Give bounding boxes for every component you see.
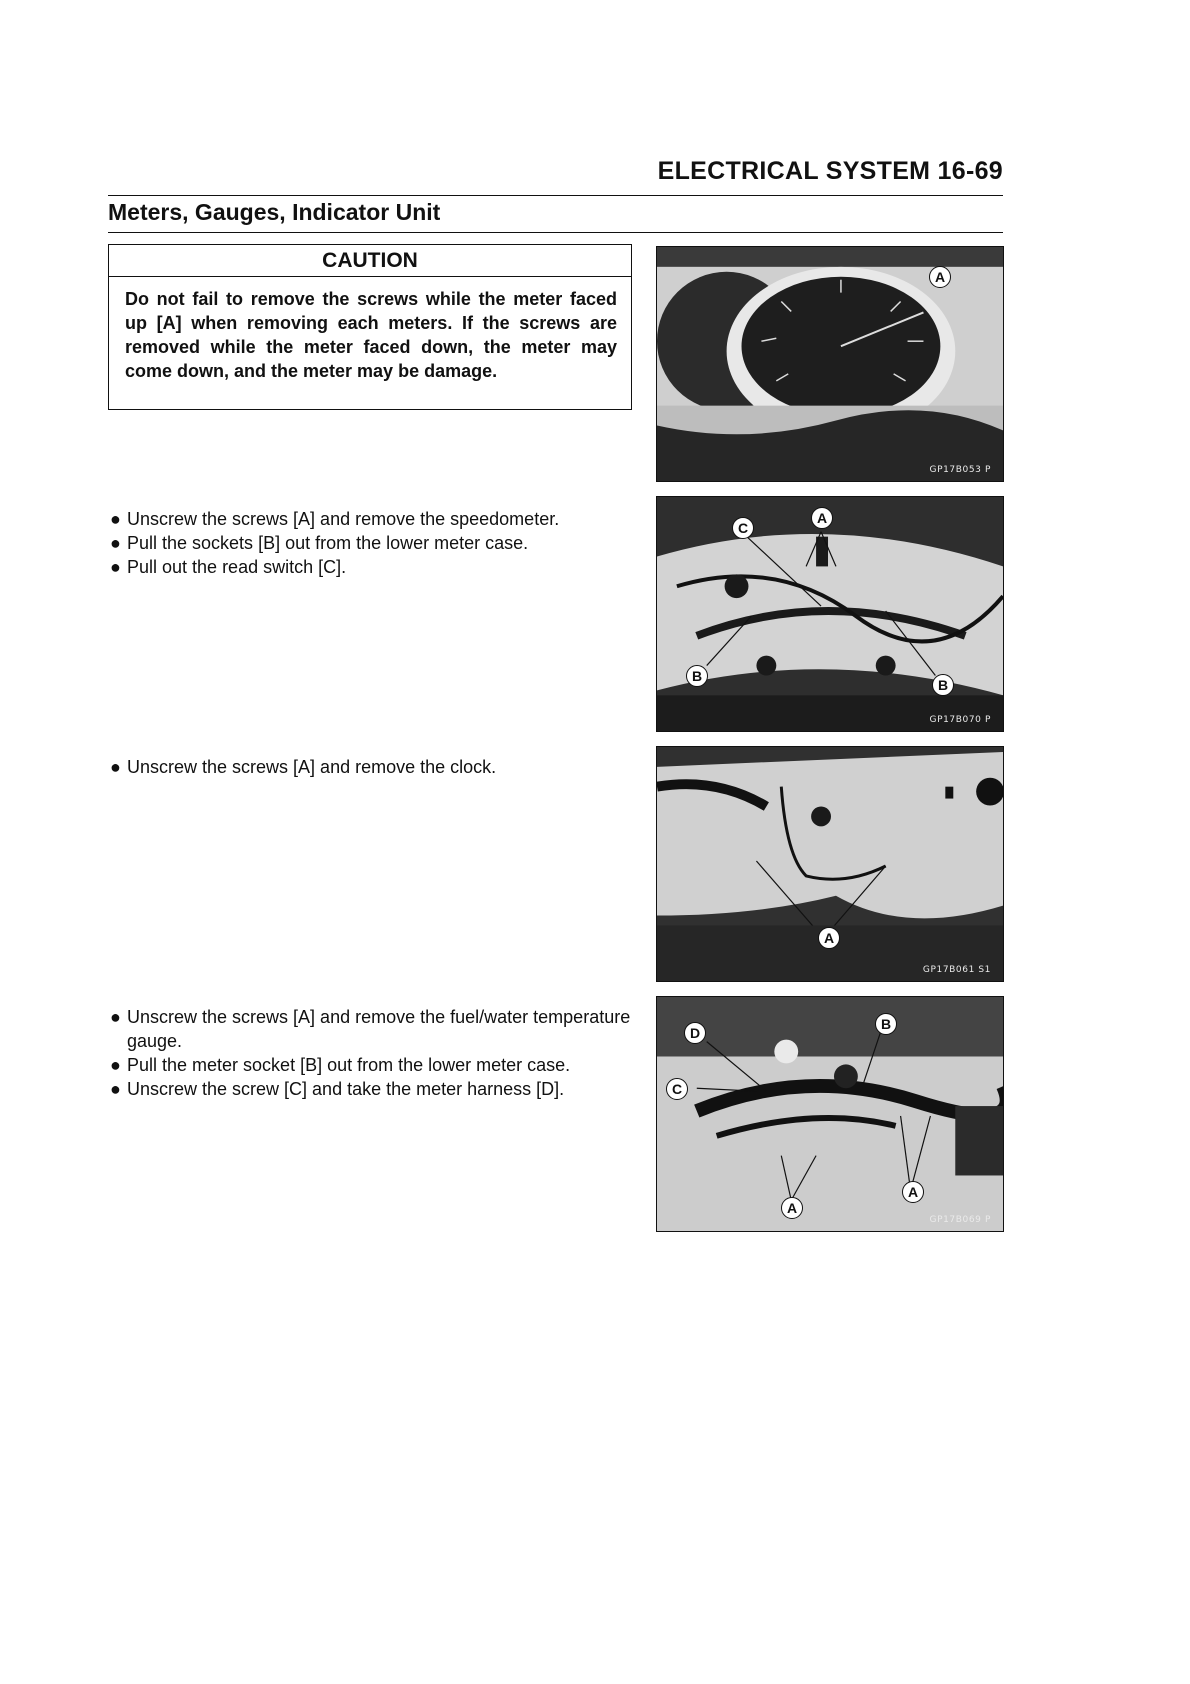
callout-marker: A (781, 1197, 803, 1219)
callout-marker: B (932, 674, 954, 696)
caution-box (108, 244, 632, 410)
page-header-title: ELECTRICAL SYSTEM 16-69 (657, 157, 1003, 185)
list-item: ● Unscrew the screws [A] and remove the speedometer. (110, 509, 560, 529)
meter-photo-illustration (657, 247, 1003, 481)
photo-speedometer-back (656, 496, 1004, 732)
callout-marker: A (902, 1181, 924, 1203)
list-item: ● Unscrew the screws [A] and remove the fuel/water temperature gauge. (110, 1007, 631, 1051)
bullet-icon: ● (110, 557, 121, 577)
bullet-icon: ● (110, 1079, 121, 1099)
bullet-icon: ● (110, 757, 121, 777)
photo-code: GP17B069 P (929, 1215, 991, 1225)
meter-photo-illustration (657, 997, 1003, 1231)
callout-marker: A (929, 266, 951, 288)
callout-marker: D (684, 1022, 706, 1044)
bullet-icon: ● (110, 533, 121, 553)
callout-marker: A (818, 927, 840, 949)
list-item: ● Unscrew the screws [A] and remove the clock. (110, 757, 497, 777)
bullet-icon: ● (110, 1007, 121, 1027)
bullet-icon: ● (110, 1055, 121, 1075)
photo-code: GP17B053 P (929, 465, 991, 475)
photo-code: GP17B061 S1 (922, 965, 991, 975)
caution-text: Do not fail to remove the screws while the meter faced up [A] when removing each meters. If the screws are removed while the meter faced down, the meter may come down, and the meter may be damage. (125, 289, 617, 381)
speedometer-steps (110, 507, 650, 579)
callout-marker: B (875, 1013, 897, 1035)
callout-marker: C (666, 1078, 688, 1100)
callout-marker: A (811, 507, 833, 529)
clock-steps (110, 755, 650, 779)
meter-photo-illustration (657, 497, 1003, 731)
section-title: Meters, Gauges, Indicator Unit (108, 199, 441, 225)
list-item: ● Pull out the read switch [C]. (110, 557, 347, 577)
bullet-icon: ● (110, 509, 121, 529)
photo-clock (656, 746, 1004, 982)
fuel-gauge-steps (110, 1005, 635, 1101)
callout-marker: B (686, 665, 708, 687)
photo-fuel-water-gauge (656, 996, 1004, 1232)
section-rule (108, 232, 1003, 233)
list-item: ● Unscrew the screw [C] and take the meter harness [D]. (110, 1079, 565, 1099)
list-item: ● Pull the meter socket [B] out from the lower meter case. (110, 1055, 571, 1075)
photo-code: GP17B070 P (929, 715, 991, 725)
caution-heading: CAUTION (109, 245, 631, 277)
photo-speedometer-face (656, 246, 1004, 482)
header-rule (108, 195, 1003, 196)
callout-marker: C (732, 517, 754, 539)
list-item: ● Pull the sockets [B] out from the lower meter case. (110, 533, 529, 553)
